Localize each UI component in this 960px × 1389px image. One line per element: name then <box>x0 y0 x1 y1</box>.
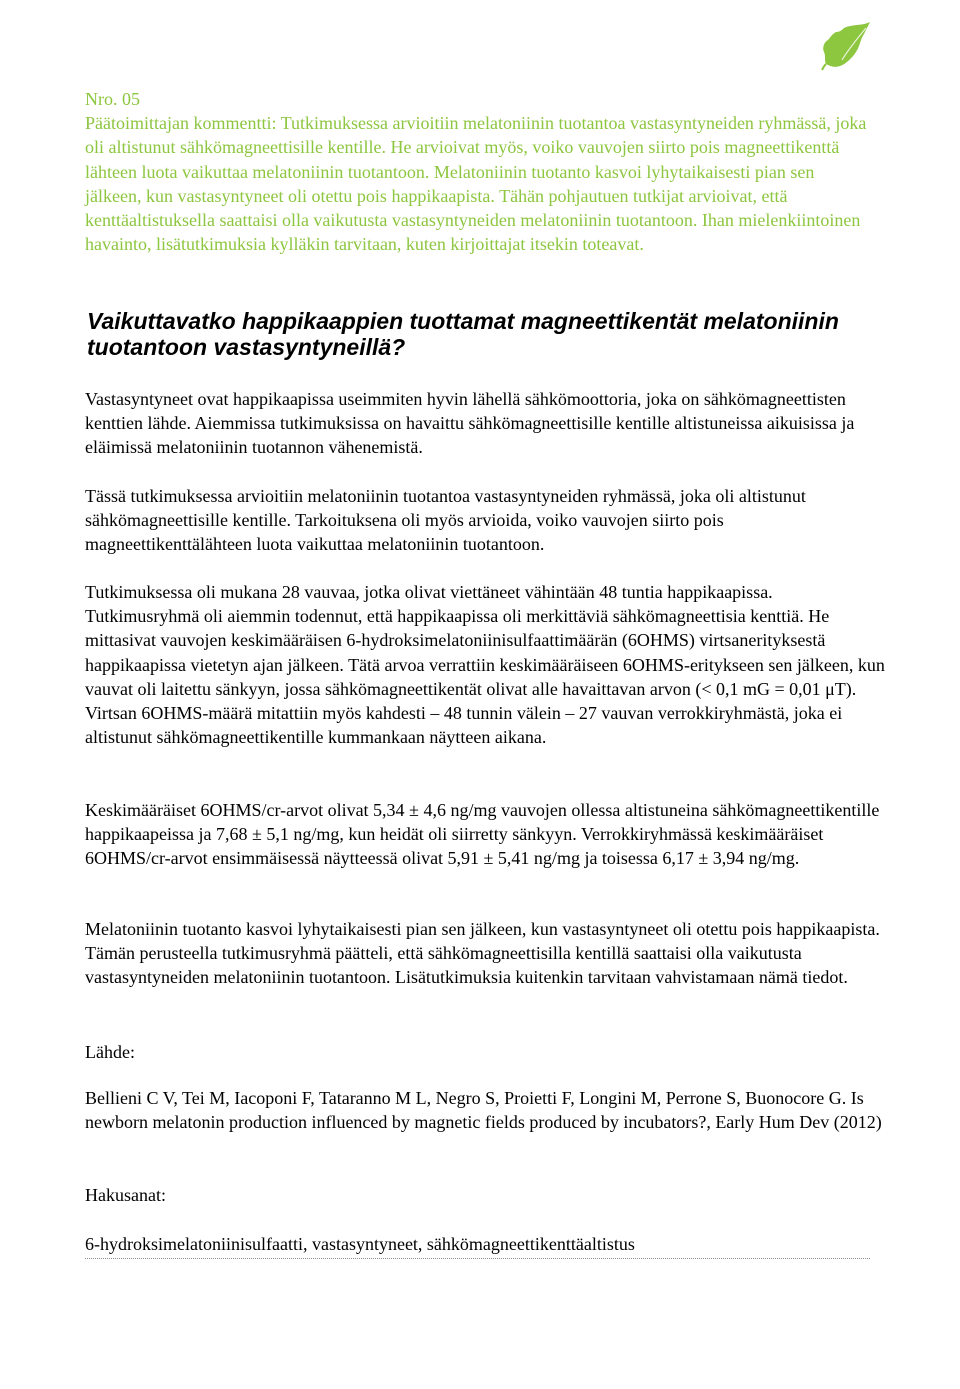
paragraph-4: Keskimääräiset 6OHMS/cr-arvot olivat 5,34 ± 4,6 ng/mg vauvojen ollessa altistuneina sähkömagneettikentille happikaapeissa ja 7,68 ± 5,1 ng/mg, kun heidät oli siirretty sänkyyn. Verrokkiryhmässä keskimääräiset 6OHMS/cr-arvot ensimmäisessä näytteessä olivat 5,91 ± 5,41 ng/mg ja toisessa 6,17 ± 3,94 ng/mg. <box>85 800 880 869</box>
reference-citation: Bellieni C V, Tei M, Iacoponi F, Tataranno M L, Negro S, Proietti F, Longini M, Perrone S, Buonocore G. Is newborn melatonin production influenced by magnetic fields produced by incubators?, Early Hum Dev (2012) <box>85 1088 882 1133</box>
article-title: Vaikuttavatko happikaappien tuottamat magneettikentät melatoniinin tuotantoon vastasyntyneillä? <box>87 308 839 360</box>
editor-comment-block <box>85 87 875 256</box>
issue-number: Nro. 05 <box>85 89 140 109</box>
keywords-list: 6-hydroksimelatoniinisulfaatti, vastasyntyneet, sähkömagneettikenttäaltistus <box>85 1234 635 1254</box>
paragraph-2: Tässä tutkimuksessa arvioitiin melatoniinin tuotantoa vastasyntyneiden ryhmässä, joka oli altistunut sähkömagneettisille kentille. Tarkoituksena oli myös arvioida, voiko vauvojen siirto pois magneettikenttälähteen luota vaikuttaa melatoniinin tuotantoon. <box>85 486 806 555</box>
paragraph-3: Tutkimuksessa oli mukana 28 vauvaa, jotka olivat viettäneet vähintään 48 tuntia happikaapissa. Tutkimusryhmä oli aiemmin todennut, että happikaapissa oli merkittäviä sähkömagneettisia kenttiä. He mittasivat vauvojen keskimääräisen 6-hydroksimelatoniinisulfaattimäärän (6OHMS) virtsanerityksestä happikaapissa vietetyn ajan jälkeen. Tätä arvoa verrattiin keskimääräiseen 6OHMS-eritykseen sen jälkeen, kun vauvat oli laitettu sänkyyn, jossa sähkömagneettikentät olivat alle havaittavan arvon (< 0,1 mG = 0,01 μT). Virtsan 6OHMS-määrä mitattiin myös kahdesti – 48 tunnin välein – 27 vauvan verrokkiryhmästä, joka ei altistunut sähkömagneettikentille kummankaan näytteen aikana. <box>85 582 885 748</box>
footer-divider <box>85 1258 870 1259</box>
editor-comment: Päätoimittajan kommentti: Tutkimuksessa arvioitiin melatoniinin tuotantoa vastasyntyneiden ryhmässä, joka oli altistunut sähkömagneettisille kentille. He arvioivat myös, voiko vauvojen siirto pois magneettikenttä lähteen luota vaikuttaa melatoniinin tuotantoon. Melatoniinin tuotanto kasvoi lyhytaikaisesti pian sen jälkeen, kun vastasyntyneet oli otettu pois happikaapista. Tähän pohjautuen tutkijat arvioivat, että kenttäaltistuksella saattaisi olla vaikutusta vastasyntyneiden melatoniinin tuotantoon. Ihan mielenkiintoinen havainto, lisätutkimuksia kylläkin tarvitaan, kuten kirjoittajat itsekin toteavat. <box>85 113 867 255</box>
paragraph-1: Vastasyntyneet ovat happikaapissa useimmiten hyvin lähellä sähkömoottoria, joka on sähkömagneettisten kenttien lähde. Aiemmissa tutkimuksissa on havaittu sähkömagneettisille kentille altistuneissa aikuisissa ja eläimissä melatoniinin tuotannon vähenemistä. <box>85 389 855 458</box>
keywords-label: Hakusanat: <box>85 1185 166 1205</box>
paragraph-5: Melatoniinin tuotanto kasvoi lyhytaikaisesti pian sen jälkeen, kun vastasyntyneet oli otettu pois happikaapista. Tämän perusteella tutkimusryhmä päätteli, että sähkömagneettisilla kentillä saattaisi olla vaikutusta vastasyntyneiden melatoniinin tuotantoon. Lisätutkimuksia kuitenkin tarvitaan vahvistamaan nämä tiedot. <box>85 919 880 988</box>
leaf-logo-icon <box>818 20 874 72</box>
source-label: Lähde: <box>85 1042 135 1062</box>
